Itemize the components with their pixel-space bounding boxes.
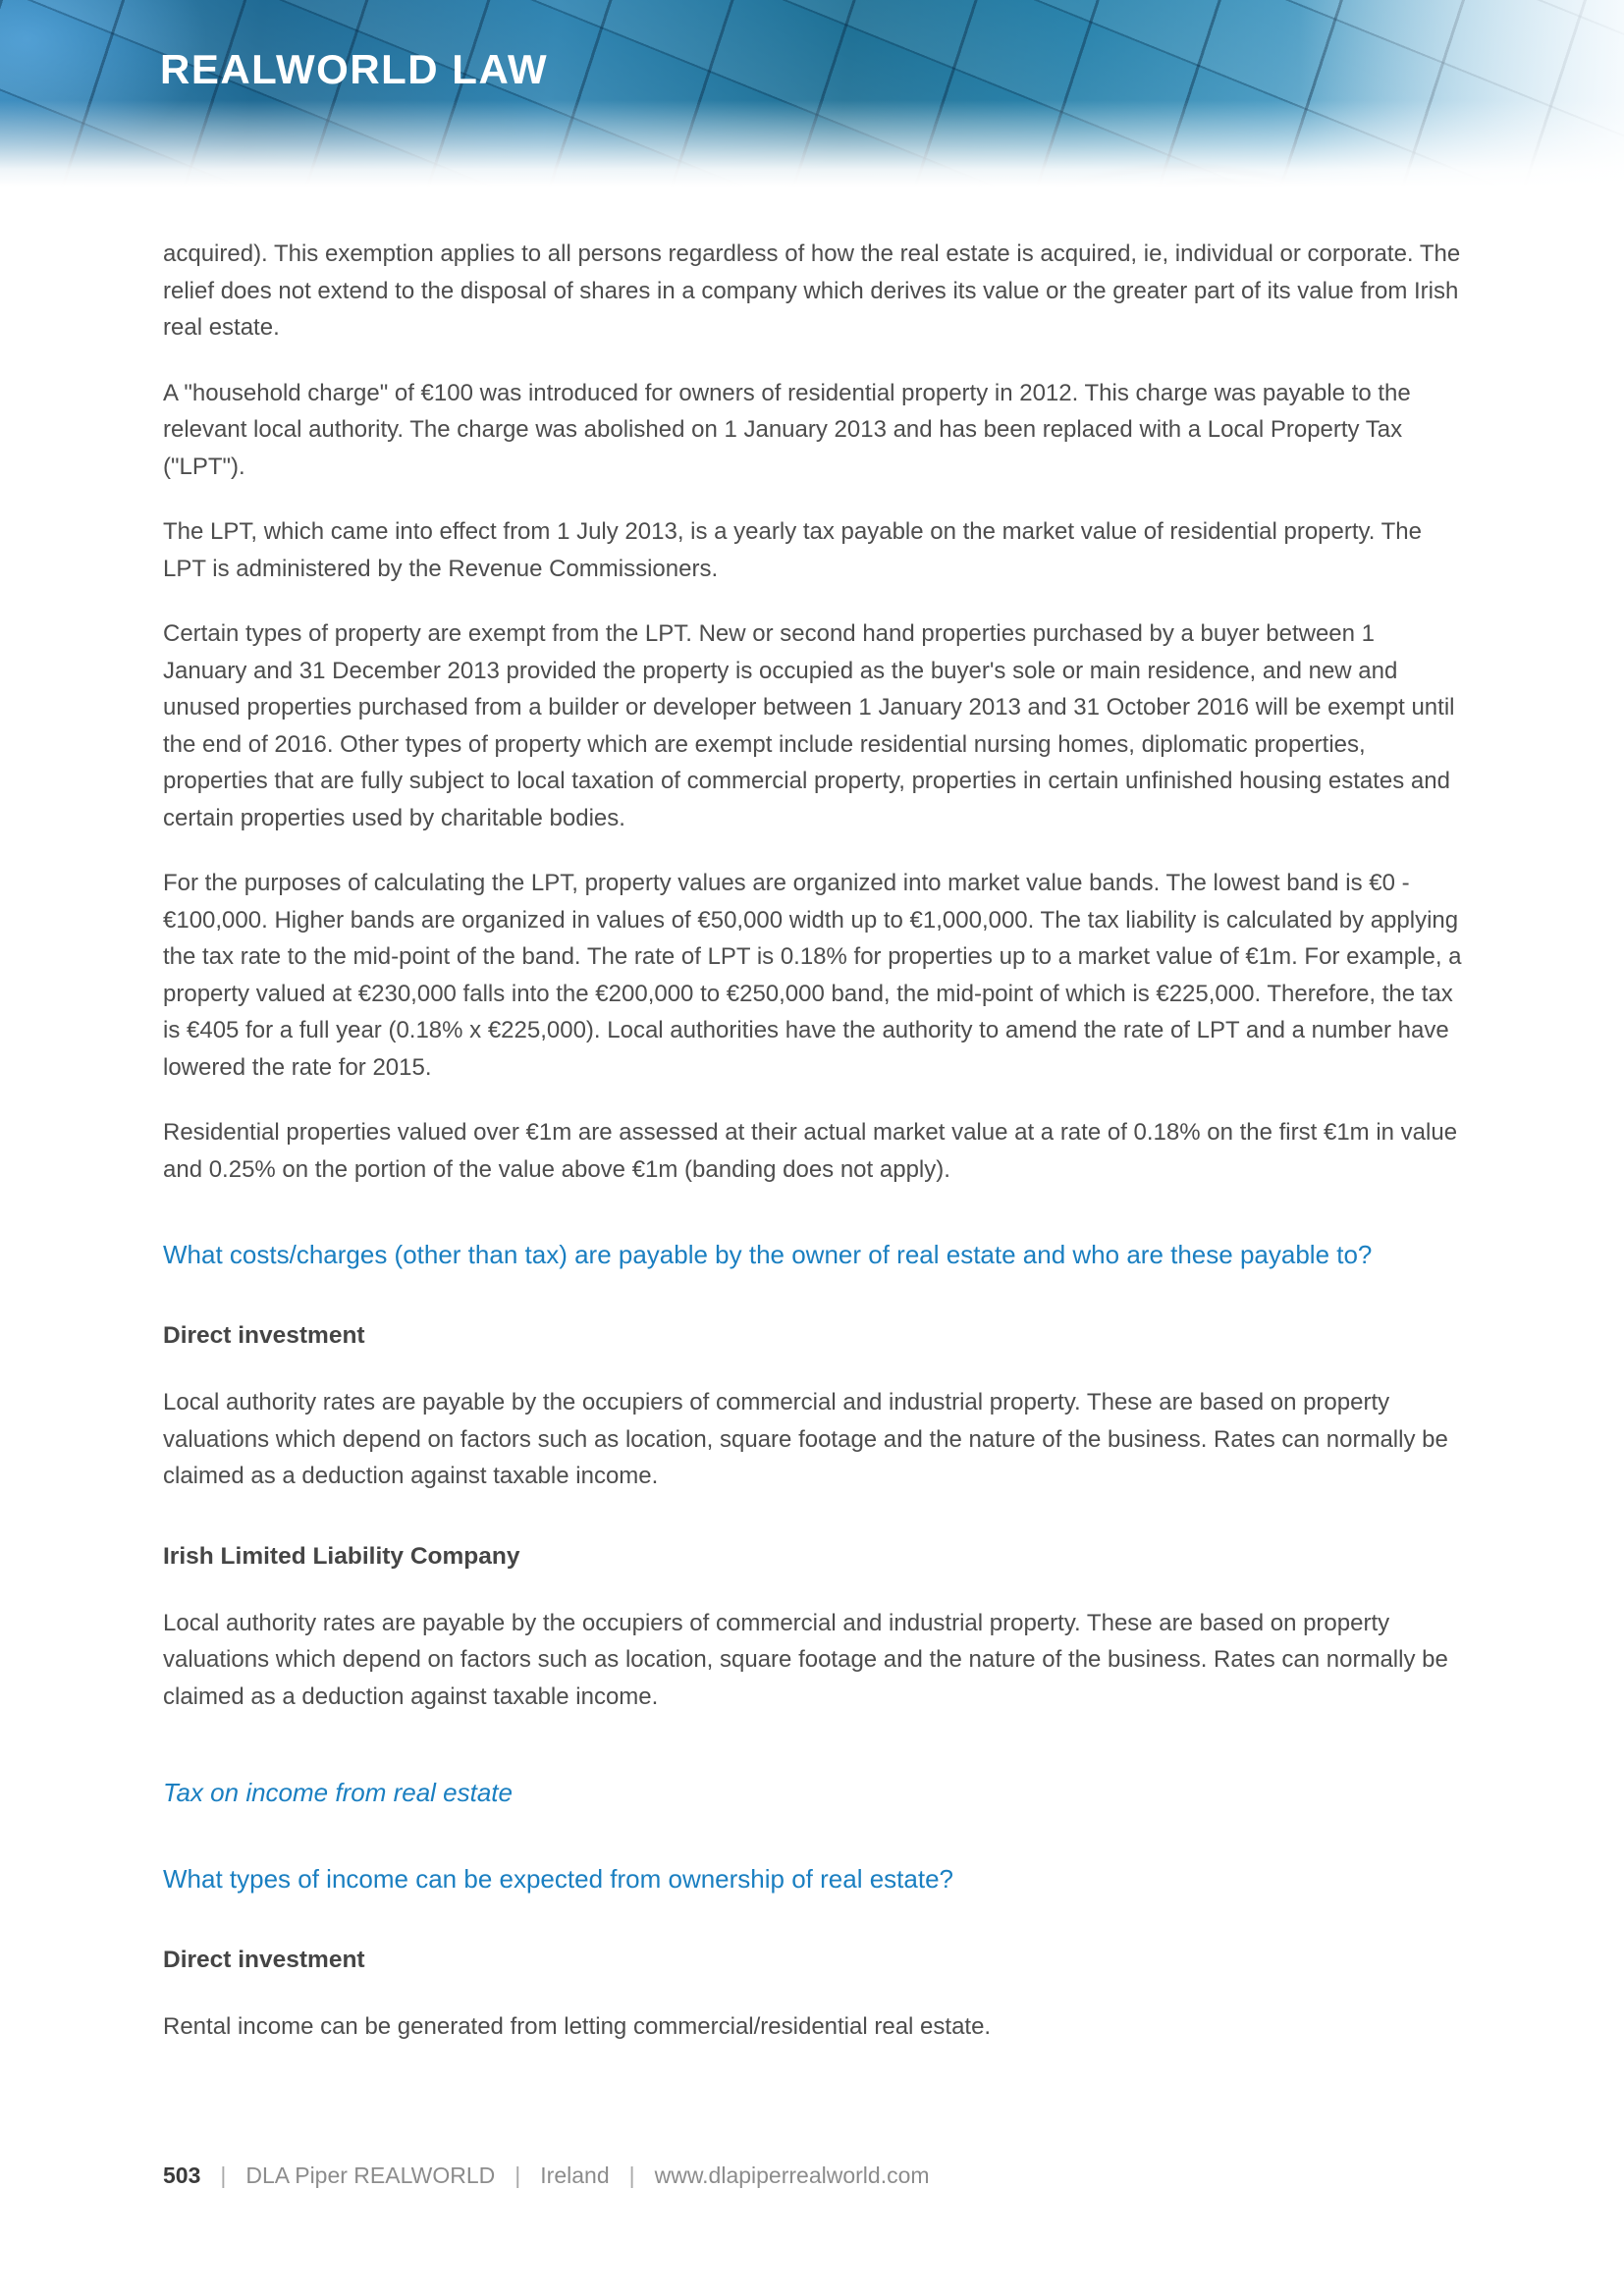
- question-heading-costs-charges: What costs/charges (other than tax) are payable by the owner of real estate and who are these payable to?: [163, 1240, 1373, 1269]
- sub-heading-direct-investment-1: Direct investment: [163, 1322, 365, 1349]
- section-heading-tax-on-income: Tax on income from real estate: [163, 1778, 513, 1807]
- footer-separator: |: [220, 2163, 227, 2188]
- sub-heading-irish-llc: Irish Limited Liability Company: [163, 1542, 520, 1570]
- paragraph-local-authority-rates-1: Local authority rates are payable by the occupiers of commercial and industrial property. These are based on property valuations which depend on factors such as location, square footage and the nature of the business. Rates can normally be claimed as a deduction against taxable income.: [163, 1389, 1448, 1489]
- document-body: [0, 192, 1624, 2046]
- paragraph-lpt-effect: The LPT, which came into effect from 1 July 2013, is a yearly tax payable on the market value of residential property. The LPT is administered by the Revenue Commissioners.: [163, 518, 1422, 582]
- paragraph-rental-income: Rental income can be generated from letting commercial/residential real estate.: [163, 2013, 992, 2040]
- paragraph-local-authority-rates-2: Local authority rates are payable by the occupiers of commercial and industrial property. These are based on property valuations which depend on factors such as location, square footage and the nature of the business. Rates can normally be claimed as a deduction against taxable income.: [163, 1609, 1448, 1710]
- footer-brand: DLA Piper REALWORLD: [245, 2163, 496, 2188]
- paragraph-lpt-over-1m: Residential properties valued over €1m are assessed at their actual market value at a rate of 0.18% on the first €1m in value and 0.25% on the portion of the value above €1m (banding does not apply).: [163, 1119, 1458, 1183]
- footer-url: www.dlapiperrealworld.com: [654, 2163, 930, 2188]
- footer-separator: |: [514, 2163, 521, 2188]
- sub-heading-direct-investment-2: Direct investment: [163, 1947, 365, 1973]
- paragraph-capital-gains-exemption: acquired). This exemption applies to all persons regardless of how the real estate is acquired, ie, individual or corporate. The relief does not extend to the disposal of shares in a company which derives its value or the greater part of its value from Irish real estate.: [163, 240, 1461, 341]
- brand-title: REALWORLD LAW: [160, 46, 549, 92]
- footer-separator: |: [628, 2163, 635, 2188]
- paragraph-household-charge: A "household charge" of €100 was introduced for owners of residential property in 2012. This charge was payable to the relevant local authority. The charge was abolished on 1 January 2013 and has been replaced with a Local Property Tax ("LPT").: [163, 379, 1411, 480]
- question-heading-types-of-income: What types of income can be expected from ownership of real estate?: [163, 1864, 953, 1894]
- page-number: 503: [163, 2163, 201, 2188]
- page-footer: [163, 2163, 930, 2189]
- header-banner: [0, 0, 1624, 192]
- paragraph-lpt-exemptions: Certain types of property are exempt from the LPT. New or second hand properties purchased by a buyer between 1 January and 31 December 2013 provided the property is occupied as the buyer's sole or main residence, and new and unused properties purchased from a builder or developer between 1 January 2013 and 31 October 2016 will be exempt until the end of 2016. Other types of property which are exempt include residential nursing homes, diplomatic properties, properties that are fully subject to local taxation of commercial property, properties in certain unfinished housing estates and certain properties used by charitable bodies.: [163, 620, 1455, 831]
- paragraph-lpt-bands: For the purposes of calculating the LPT, property values are organized into market value bands. The lowest band is €0 - €100,000. Higher bands are organized in values of €50,000 width up to €1,000,000. The tax liability is calculated by applying the tax rate to the mid-point of the band. The rate of LPT is 0.18% for properties up to a market value of €1m. For example, a property valued at €230,000 falls into the €200,000 to €250,000 band, the mid-point of which is €225,000. Therefore, the tax is €405 for a full year (0.18% x €225,000). Local authorities have the authority to amend the rate of LPT and a number have lowered the rate for 2015.: [163, 870, 1462, 1081]
- footer-country: Ireland: [540, 2163, 610, 2188]
